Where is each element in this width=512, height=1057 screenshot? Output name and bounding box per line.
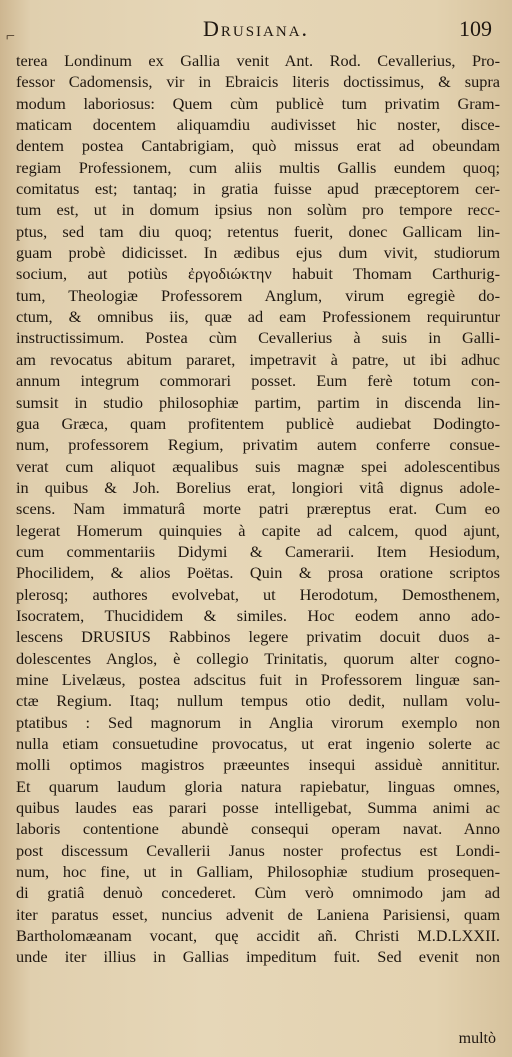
text-line: annum integrum commorari posset. Eum ferè totum con- [16, 371, 500, 391]
text-line: ctum, & omnibus iis, quæ ad eam Professionem requiruntur [16, 307, 500, 327]
text-line: plerosq; authores evolvebat, ut Herodotum, Demosthenem, [16, 584, 500, 604]
text-line: Isocratem, Thucididem & similes. Hoc eodem anno ado- [16, 605, 500, 625]
text-line: iter paratus esset, nuncius advenit de Laniena Parisiensi, quam [16, 904, 500, 924]
text-line: mine Livelæus, postea adscitus fuit in Professorem linguæ san- [16, 669, 500, 689]
text-line: Et quarum laudum gloria natura rapiebatur, linguas omnes, [16, 776, 500, 796]
text-line: tum, Theologiæ Professorem Anglum, virum egregiè do- [16, 285, 500, 305]
text-line: tum est, ut in domum ipsius non solùm pro tempore recc- [16, 200, 500, 220]
text-line: Phocilidem, & alios Poëtas. Quin & prosa oratione scriptos [16, 563, 500, 583]
text-line: dentem postea Cantabrigiam, quò missus erat ad obeundam [16, 136, 500, 156]
text-line: post discessum Cevallerii Janus noster profectus est Londi- [16, 840, 500, 860]
text-line: unde iter illius in Gallias impeditum fuit. Sed evenit non [16, 947, 500, 967]
text-line: molli optimos magistros præeuntes insequi assiduè annititur. [16, 755, 500, 775]
text-line: ptus, sed tam diu quoq; retentus fuerit, donec Gallicam lin- [16, 221, 500, 241]
text-line: Bartholomæanam vocant, quę accidit añ. Christi M.D.LXXII. [16, 926, 500, 946]
text-line: fessor Cadomensis, vir in Ebraicis literis doctissimus, & supra [16, 72, 500, 92]
text-line: lescens DRUSIUS Rabbinos legere privatim docuit duos a- [16, 627, 500, 647]
text-line: laboris contentione abundè consequi operam navat. Anno [16, 819, 500, 839]
text-line: in quibus & Joh. Borelius erat, longiori vitâ dignus adole- [16, 477, 500, 497]
body-text [16, 50, 500, 968]
page-number: 109 [459, 16, 492, 41]
text-line: regiam Professionem, cum aliis multis Gallis eundem quoq; [16, 157, 500, 177]
text-line: quibus laudes eas parari posse intelligebat, Summa animi ac [16, 798, 500, 818]
page-header [0, 16, 512, 44]
text-line: sumsit in studio philosophiæ partim, partim in discenda lin- [16, 392, 500, 412]
catchword: multò [458, 1030, 496, 1047]
text-line: terea Londinum ex Gallia venit Ant. Rod. Cevallerius, Pro- [16, 51, 500, 70]
text-line: ptatibus : Sed magnorum in Anglia virorum exemplo non [16, 712, 500, 732]
text-line: maticam docentem aliquamdiu audivisset hic noster, disce- [16, 115, 500, 135]
text-line: guam probè didicisset. In ædibus ejus dum vivit, studiorum [16, 243, 500, 263]
text-line: am revocatus abitum pararet, impetravit à patre, ut ibi adhuc [16, 349, 500, 369]
text-line: verat cum aliquot æqualibus suis magnæ spei adolescentibus [16, 456, 500, 476]
text-line: legerat Homerum quinquies à capite ad calcem, quod ajunt, [16, 520, 500, 540]
text-line: cum commentariis Didymi & Camerarii. Item Hesiodum, [16, 541, 500, 561]
running-head: Drusiana. [202, 16, 310, 41]
margin-mark: ⌐ [6, 28, 16, 45]
text-line: ctæ Regium. Itaq; nullum tempus otio dedit, nullam volu- [16, 691, 500, 711]
text-line: di gratiâ denuò concederet. Cùm verò omnimodo jam ad [16, 883, 500, 903]
text-line: gua Græca, quam profitentem publicè audiebat Dodingto- [16, 413, 500, 433]
text-line: dolescentes Anglos, è collegio Trinitatis, quorum alter cogno- [16, 648, 500, 668]
text-line: num, professorem Regium, privatim autem conferre consue- [16, 435, 500, 455]
text-line: comitatus est; tantaq; in gratia fuisse apud præceptorem cer- [16, 179, 500, 199]
text-line: instructissimum. Postea cùm Cevallerius à suis in Galli- [16, 328, 500, 348]
text-line: modum laboriosus: Quem cùm publicè tum privatim Gram- [16, 93, 500, 113]
text-line: scens. Nam immaturâ morte patri præreptus erat. Cum eo [16, 499, 500, 519]
text-line: num, hoc fine, ut in Galliam, Philosophiæ studium prosequen- [16, 862, 500, 882]
text-line: nulla etiam consuetudine provocatus, ut erat ingenio solerte ac [16, 734, 500, 753]
text-line: socium, aut potiùs ἐργοδιώκτην habuit Thomam Carthurig- [16, 264, 500, 284]
